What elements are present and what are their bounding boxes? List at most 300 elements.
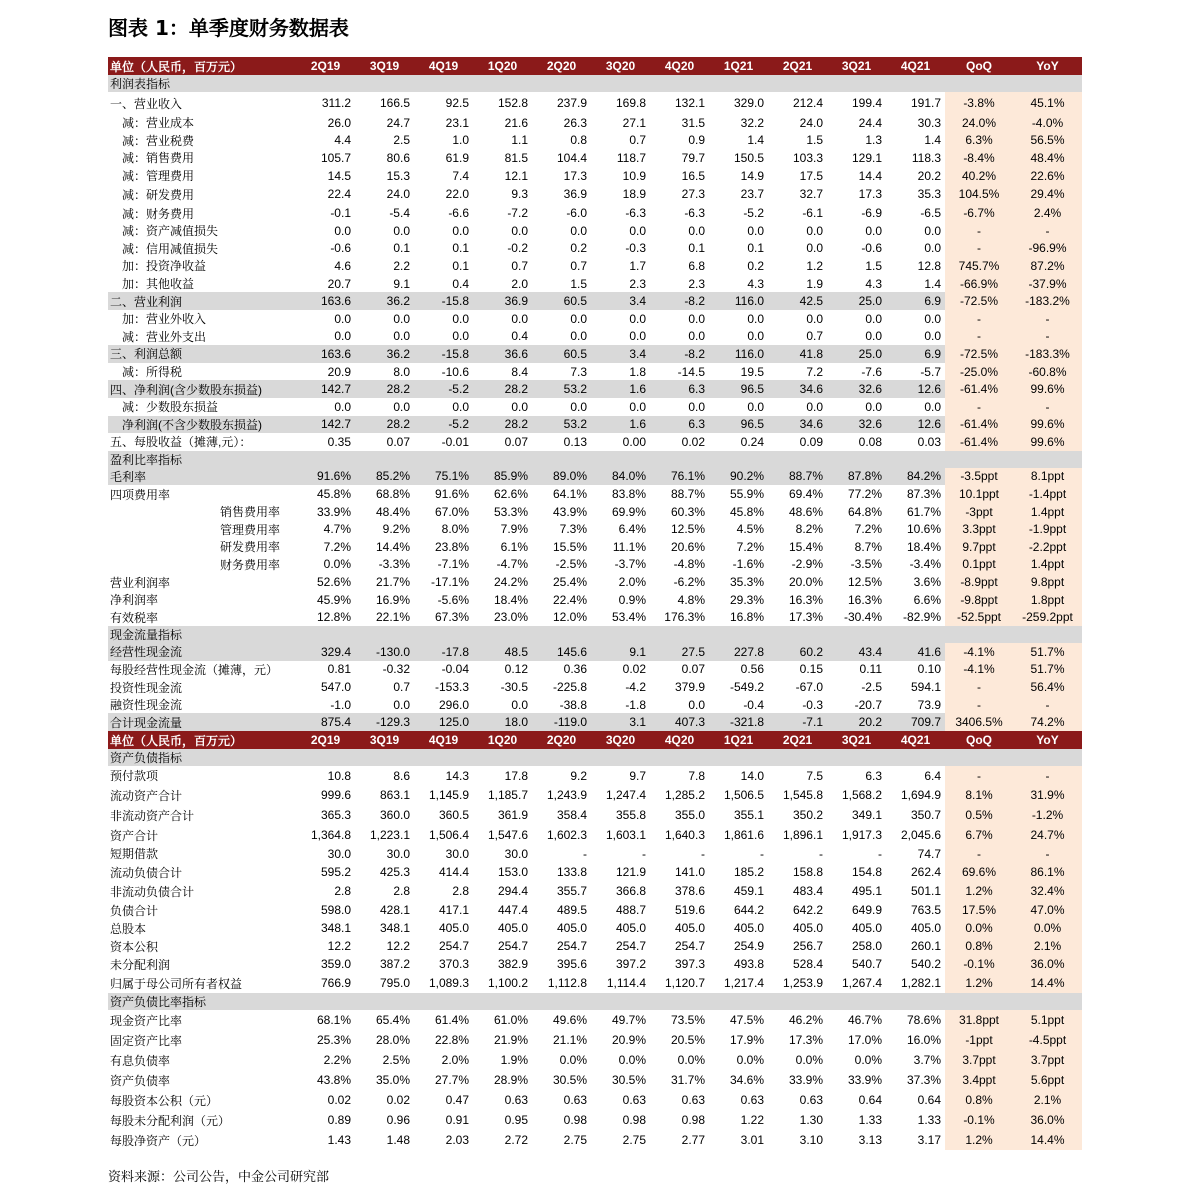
- value-cell: -0.6: [330, 241, 351, 256]
- value-cell: 0.1: [452, 258, 469, 273]
- value-cell: 1.8: [629, 364, 646, 379]
- value-cell: 0.12: [504, 662, 528, 677]
- value-cell: 92.5: [445, 96, 469, 110]
- value-cell: 382.9: [497, 957, 528, 972]
- qoq-cell: 3406.5%: [945, 713, 1013, 731]
- value-cell: 254.7: [438, 939, 469, 954]
- value-cell: 116.0: [709, 345, 768, 363]
- value-cell: 3.4: [591, 292, 650, 310]
- value-cell: 397.2: [615, 957, 646, 972]
- value-cell: -0.04: [441, 662, 469, 677]
- value-cell: 67.3%: [434, 610, 469, 625]
- section-label: 现金流量指标: [108, 626, 296, 643]
- qoq-cell: 104.5%: [945, 184, 1013, 204]
- value-cell: 0.0: [511, 697, 528, 712]
- value-cell: 0.8: [570, 133, 587, 148]
- yoy-cell: 22.6%: [1013, 167, 1082, 185]
- section-header-row: [108, 75, 1082, 92]
- yoy-cell: 32.4%: [1013, 882, 1082, 901]
- value-cell: 2.2%: [323, 1053, 351, 1068]
- value-cell: 69.4%: [788, 487, 823, 502]
- row-label: 减：营业税费: [122, 133, 195, 148]
- section-fill: [650, 451, 709, 468]
- value-cell: 2.8: [334, 884, 351, 899]
- section-header-row: [108, 993, 1082, 1010]
- value-cell: 24.4: [858, 115, 882, 130]
- row-label: 有息负债率: [110, 1053, 171, 1068]
- section-fill: [886, 75, 945, 92]
- value-cell: 0.0: [452, 223, 469, 238]
- value-cell: 152.8: [497, 96, 528, 110]
- value-cell: 4.6: [334, 258, 351, 273]
- value-cell: 28.9%: [493, 1073, 528, 1088]
- value-cell: 405.0: [556, 921, 587, 936]
- value-cell: 7.9%: [500, 522, 528, 537]
- value-cell: 9.2%: [382, 522, 410, 537]
- value-cell: -4.2: [625, 680, 646, 695]
- value-cell: 74.7: [917, 846, 941, 861]
- value-cell: 254.7: [674, 939, 705, 954]
- value-cell: 1.43: [327, 1133, 351, 1148]
- value-cell: -0.32: [382, 662, 410, 677]
- value-cell: 0.0: [924, 399, 941, 414]
- value-cell: 10.8: [327, 768, 351, 783]
- qoq-cell: -61.4%: [945, 433, 1013, 451]
- value-cell: 1.4: [747, 133, 764, 148]
- value-cell: 0.63: [563, 1093, 587, 1108]
- yoy-cell: -4.5ppt: [1013, 1030, 1082, 1050]
- value-cell: 6.4: [924, 768, 941, 783]
- value-cell: -6.5: [920, 206, 941, 221]
- value-cell: 0.63: [622, 1093, 646, 1108]
- value-cell: -1.8: [625, 697, 646, 712]
- value-cell: 0.0: [511, 223, 528, 238]
- section-fill: [709, 75, 768, 92]
- value-cell: 30.0: [445, 846, 469, 861]
- value-cell: 30.0: [504, 846, 528, 861]
- value-cell: 1.2: [806, 258, 823, 273]
- value-cell: 87.3%: [906, 487, 941, 502]
- value-cell: 84.0%: [591, 468, 650, 486]
- row-label: 财务费用率: [219, 557, 280, 572]
- qoq-cell: 1.2%: [945, 973, 1013, 993]
- qoq-cell: -1ppt: [945, 1030, 1013, 1050]
- qoq-cell: -4.1%: [945, 643, 1013, 661]
- table-row: [108, 433, 1082, 451]
- qoq-cell: -25.0%: [945, 363, 1013, 381]
- row-label: 非流动负债合计: [110, 884, 195, 899]
- qoq-cell: 1.2%: [945, 1130, 1013, 1150]
- value-cell: 176.3%: [664, 610, 705, 625]
- row-label: 资本公积: [110, 939, 159, 954]
- value-cell: 17.3: [858, 187, 882, 202]
- value-cell: -5.2: [414, 416, 473, 434]
- value-cell: 488.7: [615, 903, 646, 918]
- value-cell: 2.0: [511, 276, 528, 291]
- value-cell: 405.0: [733, 921, 764, 936]
- value-cell: 1.7: [629, 258, 646, 273]
- value-cell: 395.6: [556, 957, 587, 972]
- value-cell: 91.6%: [296, 468, 355, 486]
- source-note: 资料来源：公司公告，中金公司研究部: [108, 1170, 330, 1185]
- yoy-cell: 24.7%: [1013, 825, 1082, 845]
- value-cell: 22.4: [327, 187, 351, 202]
- value-cell: 0.02: [327, 1093, 351, 1108]
- value-cell: 12.8: [917, 258, 941, 273]
- value-cell: 21.9%: [493, 1033, 528, 1048]
- value-cell: 501.1: [910, 884, 941, 899]
- value-cell: -7.1%: [437, 557, 469, 572]
- section-fill: [886, 626, 945, 643]
- value-cell: 0.4: [511, 329, 528, 344]
- value-cell: 48.6%: [788, 504, 823, 519]
- section-fill: [473, 749, 532, 766]
- value-cell: -5.7: [920, 364, 941, 379]
- qoq-cell: -3.5ppt: [945, 468, 1013, 486]
- value-cell: 125.0: [414, 713, 473, 731]
- value-cell: 19.5: [740, 364, 764, 379]
- value-cell: 48.5: [473, 643, 532, 661]
- value-cell: 3.6%: [913, 575, 941, 590]
- section-label: 资产负债比率指标: [108, 993, 296, 1010]
- value-cell: 1,917.3: [841, 828, 882, 842]
- value-cell: -: [760, 846, 764, 861]
- value-cell: 16.9%: [375, 592, 410, 607]
- value-cell: 311.2: [321, 96, 351, 110]
- table-row: [108, 114, 1082, 132]
- value-cell: 20.6%: [670, 539, 705, 554]
- value-cell: 1,253.9: [782, 976, 823, 991]
- yoy-cell: 87.2%: [1013, 257, 1082, 275]
- value-cell: 18.4%: [493, 592, 528, 607]
- value-cell: 36.2: [355, 345, 414, 363]
- value-cell: 4.8%: [677, 592, 705, 607]
- row-label: 每股资本公积（元）: [110, 1093, 219, 1108]
- value-cell: 20.2: [827, 713, 886, 731]
- table-row: [108, 92, 1082, 114]
- value-cell: -6.9: [861, 206, 882, 221]
- value-cell: 73.9: [917, 697, 941, 712]
- value-cell: 1,217.4: [723, 976, 764, 991]
- value-cell: 387.2: [379, 957, 410, 972]
- header-period: 4Q19: [414, 731, 473, 749]
- value-cell: 0.0: [570, 329, 587, 344]
- table-header-row: [108, 57, 1082, 75]
- value-cell: 1.33: [917, 1113, 941, 1128]
- row-label: 每股经营性现金流（摊薄，元）: [110, 662, 279, 677]
- value-cell: 53.2: [532, 380, 591, 398]
- value-cell: 359.0: [320, 957, 351, 972]
- value-cell: 0.2: [747, 258, 764, 273]
- yoy-cell: 51.7%: [1013, 643, 1082, 661]
- qoq-cell: 745.7%: [945, 257, 1013, 275]
- value-cell: -129.3: [355, 713, 414, 731]
- value-cell: 121.9: [615, 865, 646, 880]
- yoy-cell: 2.4%: [1013, 204, 1082, 222]
- table-row: [108, 937, 1082, 955]
- value-cell: 30.3: [917, 115, 941, 130]
- value-cell: 1,285.2: [664, 788, 705, 802]
- section-fill: [650, 626, 709, 643]
- value-cell: 4.7%: [323, 522, 351, 537]
- yoy-cell: 56.4%: [1013, 678, 1082, 696]
- row-label: 短期借款: [110, 847, 159, 862]
- value-cell: 2.75: [563, 1133, 587, 1148]
- value-cell: 397.3: [674, 957, 705, 972]
- value-cell: 1,568.2: [841, 788, 882, 802]
- section-fill: [650, 993, 709, 1010]
- qoq-cell: -: [945, 696, 1013, 714]
- table-row: [108, 345, 1082, 363]
- header-period: 2Q19: [296, 57, 355, 75]
- value-cell: 8.2%: [795, 522, 823, 537]
- value-cell: 1,640.3: [664, 828, 705, 842]
- value-cell: 81.5: [504, 150, 528, 165]
- value-cell: 0.00: [622, 434, 646, 449]
- value-cell: 0.24: [740, 434, 764, 449]
- yoy-cell: 14.4%: [1013, 1130, 1082, 1150]
- value-cell: 53.4%: [611, 610, 646, 625]
- value-cell: 1,100.2: [487, 976, 528, 991]
- value-cell: 6.3: [650, 416, 709, 434]
- yoy-cell: 99.6%: [1013, 416, 1082, 434]
- value-cell: 0.0: [688, 329, 705, 344]
- value-cell: 0.0: [334, 399, 351, 414]
- value-cell: 1,861.6: [723, 828, 764, 842]
- qoq-cell: 69.6%: [945, 863, 1013, 882]
- value-cell: 61.9: [445, 150, 469, 165]
- value-cell: 483.4: [792, 884, 823, 899]
- value-cell: 1,694.9: [900, 788, 941, 802]
- value-cell: 2.5: [393, 133, 410, 148]
- value-cell: 116.0: [709, 292, 768, 310]
- value-cell: 0.0: [806, 223, 823, 238]
- section-fill: [532, 626, 591, 643]
- value-cell: -15.8: [414, 292, 473, 310]
- value-cell: -20.7: [854, 697, 882, 712]
- value-cell: 0.0: [747, 311, 764, 326]
- value-cell: 254.9: [733, 939, 764, 954]
- value-cell: 0.0: [393, 311, 410, 326]
- qoq-cell: 24.0%: [945, 114, 1013, 132]
- qoq-cell: -72.5%: [945, 292, 1013, 310]
- value-cell: -14.5: [677, 364, 705, 379]
- value-cell: -6.0: [566, 206, 587, 221]
- value-cell: 237.9: [556, 96, 587, 110]
- qoq-cell: -9.8ppt: [945, 591, 1013, 609]
- value-cell: 35.0%: [375, 1073, 410, 1088]
- value-cell: -321.8: [709, 713, 768, 731]
- section-fill: [768, 451, 827, 468]
- yoy-cell: 14.4%: [1013, 973, 1082, 993]
- value-cell: 64.8%: [847, 504, 882, 519]
- value-cell: 0.0: [865, 399, 882, 414]
- value-cell: 0.10: [917, 662, 941, 677]
- yoy-cell: 47.0%: [1013, 901, 1082, 920]
- row-label: 一、营业收入: [110, 96, 183, 111]
- value-cell: 23.0%: [493, 610, 528, 625]
- value-cell: 0.1: [452, 241, 469, 256]
- value-cell: 14.4%: [375, 539, 410, 554]
- value-cell: 649.9: [851, 903, 882, 918]
- value-cell: 22.1%: [375, 610, 410, 625]
- value-cell: 212.4: [792, 96, 823, 110]
- section-fill: [591, 451, 650, 468]
- value-cell: 329.4: [296, 643, 355, 661]
- value-cell: 0.0: [511, 399, 528, 414]
- value-cell: -6.3: [625, 206, 646, 221]
- value-cell: 43.8%: [316, 1073, 351, 1088]
- table-row: [108, 955, 1082, 973]
- value-cell: 18.4%: [906, 539, 941, 554]
- section-header-row: [108, 626, 1082, 643]
- value-cell: 55.9%: [729, 487, 764, 502]
- header-period: 3Q19: [355, 57, 414, 75]
- section-fill: [355, 993, 414, 1010]
- value-cell: 30.5%: [552, 1073, 587, 1088]
- value-cell: 32.6: [827, 380, 886, 398]
- value-cell: 26.0: [327, 115, 351, 130]
- value-cell: 0.0: [570, 311, 587, 326]
- yoy-cell: 9.8ppt: [1013, 573, 1082, 591]
- value-cell: 642.2: [792, 903, 823, 918]
- header-period: 3Q21: [827, 731, 886, 749]
- qoq-cell: -: [945, 240, 1013, 258]
- table-row: [108, 1130, 1082, 1150]
- value-cell: 365.3: [320, 808, 351, 822]
- yoy-cell: 86.1%: [1013, 863, 1082, 882]
- value-cell: 60.3%: [670, 504, 705, 519]
- section-fill: [709, 993, 768, 1010]
- value-cell: 17.9%: [729, 1033, 764, 1048]
- yoy-cell: -1.2%: [1013, 805, 1082, 825]
- value-cell: 3.01: [740, 1133, 764, 1148]
- header-period: 4Q21: [886, 57, 945, 75]
- value-cell: 1,364.8: [310, 828, 351, 842]
- row-label: 减：财务费用: [122, 206, 195, 221]
- value-cell: 12.5%: [670, 522, 705, 537]
- section-fill: [414, 993, 473, 1010]
- table-row: [108, 1030, 1082, 1050]
- yoy-cell: 3.7ppt: [1013, 1050, 1082, 1070]
- value-cell: 32.7: [799, 187, 823, 202]
- value-cell: 3.17: [917, 1133, 941, 1148]
- value-cell: 0.0: [688, 399, 705, 414]
- value-cell: 1.9: [806, 276, 823, 291]
- value-cell: 795.0: [379, 976, 410, 991]
- value-cell: 0.95: [504, 1113, 528, 1128]
- value-cell: 31.5: [681, 115, 705, 130]
- value-cell: -549.2: [729, 680, 764, 695]
- value-cell: 8.7%: [854, 539, 882, 554]
- value-cell: 0.0: [629, 223, 646, 238]
- table-row: [108, 882, 1082, 901]
- value-cell: 0.07: [386, 434, 410, 449]
- value-cell: 1,114.4: [606, 976, 646, 991]
- qoq-cell: 17.5%: [945, 901, 1013, 920]
- value-cell: -10.6: [441, 364, 469, 379]
- row-label: 营业利润率: [110, 575, 171, 590]
- value-cell: 0.4: [452, 276, 469, 291]
- yoy-cell: -2.2ppt: [1013, 538, 1082, 556]
- value-cell: 16.8%: [729, 610, 764, 625]
- value-cell: 2.72: [504, 1133, 528, 1148]
- qoq-cell: 8.1%: [945, 785, 1013, 805]
- table-row: [108, 661, 1082, 679]
- value-cell: 1,547.6: [487, 828, 528, 842]
- value-cell: 0.0%: [618, 1053, 646, 1068]
- value-cell: 0.36: [563, 662, 587, 677]
- value-cell: 358.4: [556, 808, 587, 822]
- header-period: 1Q21: [709, 57, 768, 75]
- value-cell: 348.1: [379, 921, 410, 936]
- value-cell: 348.1: [320, 921, 351, 936]
- value-cell: -6.6: [448, 206, 469, 221]
- yoy-cell: 36.0%: [1013, 955, 1082, 973]
- value-cell: 0.0: [865, 311, 882, 326]
- value-cell: 1,267.4: [841, 976, 882, 991]
- value-cell: 1,896.1: [782, 828, 823, 842]
- value-cell: 28.0%: [375, 1033, 410, 1048]
- value-cell: -2.9%: [791, 557, 823, 572]
- value-cell: 34.6%: [729, 1073, 764, 1088]
- value-cell: 0.0: [570, 223, 587, 238]
- value-cell: 0.02: [386, 1093, 410, 1108]
- section-fill: [886, 451, 945, 468]
- value-cell: 350.7: [910, 808, 941, 822]
- section-fill: [945, 75, 1013, 92]
- table-row: [108, 132, 1082, 150]
- value-cell: 20.9%: [611, 1033, 646, 1048]
- value-cell: 1.33: [858, 1113, 882, 1128]
- value-cell: 105.7: [320, 150, 351, 165]
- value-cell: 547.0: [320, 680, 351, 695]
- value-cell: 89.0%: [532, 468, 591, 486]
- value-cell: 0.7: [570, 258, 587, 273]
- row-label: 总股本: [110, 921, 147, 936]
- value-cell: 2.03: [445, 1133, 469, 1148]
- value-cell: 133.8: [556, 865, 587, 880]
- value-cell: 0.7: [806, 329, 823, 344]
- value-cell: -130.0: [355, 643, 414, 661]
- row-label: 毛利率: [108, 468, 296, 486]
- value-cell: 49.7%: [611, 1013, 646, 1028]
- yoy-cell: 56.5%: [1013, 132, 1082, 150]
- row-label: 资产负债率: [110, 1073, 171, 1088]
- value-cell: 0.0: [924, 311, 941, 326]
- value-cell: 28.2: [473, 380, 532, 398]
- section-fill: [355, 749, 414, 766]
- header-period: 4Q20: [650, 57, 709, 75]
- value-cell: 1.4: [924, 276, 941, 291]
- value-cell: 32.2: [740, 115, 764, 130]
- value-cell: 23.1: [445, 115, 469, 130]
- value-cell: 25.4%: [552, 575, 587, 590]
- value-cell: 41.6: [886, 643, 945, 661]
- row-label: 二、营业利润: [108, 292, 296, 310]
- section-fill: [768, 993, 827, 1010]
- table-row: [108, 766, 1082, 785]
- yoy-cell: 74.2%: [1013, 713, 1082, 731]
- value-cell: -30.4%: [843, 610, 882, 625]
- qoq-cell: 40.2%: [945, 167, 1013, 185]
- value-cell: -67.0: [795, 680, 823, 695]
- qoq-cell: -61.4%: [945, 380, 1013, 398]
- value-cell: 1,243.9: [546, 788, 587, 802]
- row-label: 四项费用率: [110, 487, 171, 502]
- qoq-cell: 10.1ppt: [945, 485, 1013, 503]
- value-cell: 60.5: [532, 292, 591, 310]
